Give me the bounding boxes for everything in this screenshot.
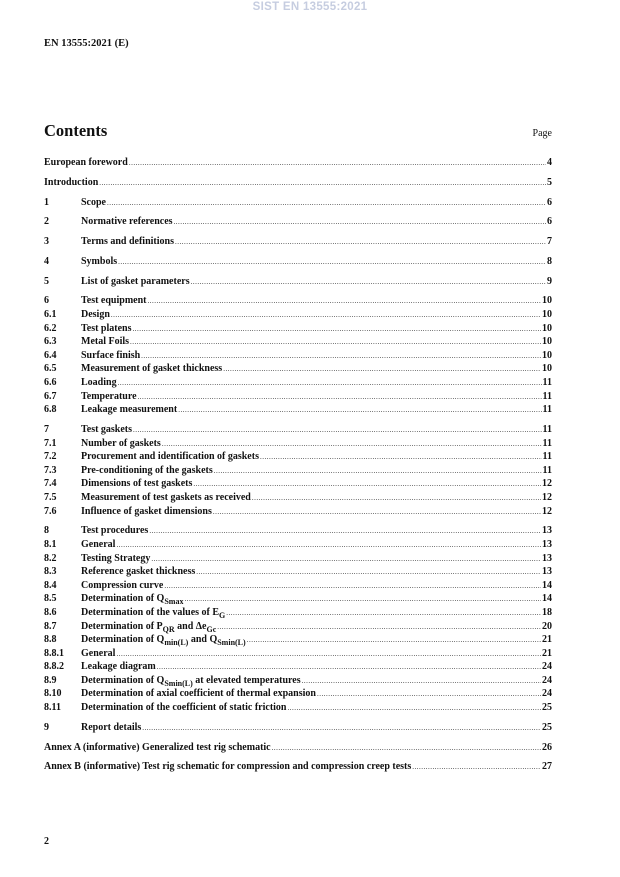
toc-entry-title-text: Leakage diagram [81, 661, 156, 673]
toc-entry-title[interactable] [81, 450, 259, 464]
toc-entry-title[interactable] [81, 552, 150, 566]
toc-entry-title[interactable] [81, 721, 141, 735]
toc-entry[interactable] [44, 235, 552, 249]
toc-entry-title[interactable] [81, 477, 192, 491]
toc-entry-title-text: Dimensions of test gaskets [81, 478, 193, 490]
toc-entry-title[interactable] [81, 196, 106, 210]
toc-entry-title-text: Symbols [81, 255, 118, 267]
toc-entry-title-text: Determination of Q [81, 593, 165, 605]
toc-entry-page: 26 [542, 741, 552, 753]
toc-entry-page: 10 [542, 322, 552, 334]
toc-entry[interactable] [44, 592, 552, 606]
toc-entry[interactable] [44, 362, 552, 376]
toc-entry-page: 27 [542, 761, 552, 773]
dot-leader [141, 350, 541, 364]
toc-entry-page: 11 [542, 390, 552, 402]
toc-entry-page: 21 [542, 647, 552, 659]
dot-leader [184, 593, 541, 607]
toc-entry-title-text: Procurement and identification of gaskets [81, 451, 259, 463]
toc-entry-page: 13 [542, 566, 552, 578]
toc-entry[interactable] [44, 294, 552, 308]
toc-entry-title[interactable] [81, 437, 161, 451]
dot-leader [217, 621, 541, 635]
toc-entry-page: 20 [542, 620, 552, 632]
toc-entry-page: 10 [542, 349, 552, 361]
toc-entry-subscript: Smax [164, 597, 184, 607]
dot-leader [214, 465, 542, 479]
toc-entry[interactable] [44, 308, 552, 322]
toc-entry[interactable] [44, 606, 552, 620]
toc-entry[interactable] [44, 647, 552, 661]
toc-entry[interactable] [44, 620, 552, 634]
toc-entry-title[interactable] [81, 308, 110, 322]
toc-entry[interactable] [44, 196, 552, 210]
toc-entry-subscript: Gc [206, 624, 217, 634]
toc-entry[interactable] [44, 674, 552, 688]
toc-entry[interactable] [44, 215, 552, 229]
toc-entry-title-text: Temperature [81, 390, 137, 402]
toc-entry-page: 11 [542, 404, 552, 416]
toc-entry-subscript: Smin(L) [217, 638, 246, 648]
toc-entry-title[interactable] [81, 687, 316, 701]
toc-entry-number: 8.4 [44, 579, 57, 591]
toc-entry-title-text: Compression curve [81, 579, 164, 591]
toc-entry[interactable] [44, 176, 552, 190]
toc-entry-number: 7.1 [44, 437, 57, 449]
dot-leader [247, 634, 541, 648]
toc-entry-subscript: G [219, 610, 226, 620]
toc-entry-page: 6 [547, 196, 552, 208]
toc-entry[interactable] [44, 760, 552, 774]
toc-entry-title[interactable] [81, 255, 117, 269]
toc-entry[interactable] [44, 423, 552, 437]
toc-entry[interactable] [44, 322, 552, 336]
toc-entry-number: 8.8 [44, 634, 57, 646]
dot-leader [174, 216, 546, 230]
toc-entry-title[interactable] [81, 538, 115, 552]
toc-entry-title[interactable] [81, 660, 156, 674]
toc-entry-title-text: Test gaskets [81, 424, 133, 435]
dot-leader [149, 525, 541, 539]
toc-entry-number: 6.8 [44, 404, 57, 416]
toc-entry-page: 11 [542, 437, 552, 449]
toc-entry-title-text: Determination of P [81, 620, 163, 632]
toc-entry-title-text: Metal Foils [81, 336, 130, 348]
toc-entry-title[interactable] [81, 423, 132, 437]
dot-leader [130, 336, 541, 350]
toc-entry-page: 18 [542, 606, 552, 618]
toc-entry-title-text: European foreword [44, 157, 128, 168]
toc-entry-page: 6 [547, 216, 552, 228]
toc-entry-number: 7.2 [44, 451, 57, 463]
toc-entry[interactable] [44, 255, 552, 269]
dot-leader [151, 553, 541, 567]
toc-entry-page: 13 [542, 538, 552, 550]
toc-entry-title-text: Loading [81, 377, 117, 389]
toc-entry-title[interactable] [44, 741, 271, 755]
dot-leader [193, 478, 541, 492]
dot-leader [272, 742, 541, 756]
toc-entry[interactable] [44, 633, 552, 647]
toc-entry-page: 21 [542, 634, 552, 646]
toc-entry-title[interactable] [44, 760, 411, 774]
toc-entry-title[interactable] [81, 505, 212, 519]
toc-entry-number: 6.4 [44, 349, 57, 361]
toc-entry[interactable] [44, 552, 552, 566]
toc-entry-page: 13 [542, 552, 552, 564]
toc-entry-page: 9 [547, 275, 552, 287]
toc-entry-title-text: Terms and definitions [81, 236, 174, 248]
toc-entry-title[interactable] [81, 464, 213, 478]
toc-entry-number: 3 [44, 236, 49, 248]
toc-entry-title-text: Report details [81, 721, 142, 733]
toc-entry-number: 7.5 [44, 491, 57, 503]
toc-entry-title-text: Number of gaskets [81, 437, 161, 449]
toc-entry-title[interactable] [81, 579, 163, 593]
toc-entry-number: 5 [44, 275, 49, 287]
dot-leader [226, 607, 541, 621]
toc-entry-title-text: Measurement of gasket thickness [81, 363, 223, 375]
toc-entry-title[interactable] [44, 176, 98, 190]
toc-entry-title-text: Annex B (informative) Test rig schematic for compression and compression creep tests [44, 761, 412, 773]
toc-entry-title[interactable] [81, 403, 177, 417]
dot-leader [317, 688, 541, 702]
toc-entry-number: 6.6 [44, 377, 57, 389]
toc-entry-title[interactable] [81, 565, 195, 579]
toc-entry-number: 8.10 [44, 688, 62, 700]
toc-entry-title[interactable] [81, 215, 173, 229]
toc-entry-title-text: Annex A (informative) Generalized test rig schematic [44, 741, 271, 753]
toc-entry-page: 10 [542, 363, 552, 375]
toc-entry-number: 2 [44, 216, 49, 228]
toc-entry[interactable] [44, 721, 552, 735]
toc-entry-number: 7.3 [44, 464, 57, 476]
toc-entry-title[interactable] [81, 647, 115, 661]
toc-entry[interactable] [44, 565, 552, 579]
toc-entry-title-text: Influence of gasket dimensions [81, 505, 212, 517]
toc-entry-number: 8 [44, 525, 49, 537]
toc-entry-title[interactable] [44, 156, 128, 170]
dot-leader [142, 722, 541, 736]
dot-leader [157, 661, 541, 675]
dot-leader [260, 451, 542, 465]
toc-entry-title[interactable] [81, 294, 146, 308]
toc-entry-number: 7.6 [44, 505, 57, 517]
toc-entry-number: 4 [44, 255, 49, 267]
toc-entry-number: 9 [44, 721, 49, 733]
dot-leader [133, 424, 542, 438]
toc-entry[interactable] [44, 477, 552, 491]
toc-entry-page: 11 [542, 377, 552, 389]
toc-entry[interactable] [44, 437, 552, 451]
toc-entry[interactable] [44, 741, 552, 755]
toc-entry-number: 8.2 [44, 552, 57, 564]
toc-entry-page: 12 [542, 491, 552, 503]
toc-entry[interactable] [44, 450, 552, 464]
toc-entry-title[interactable] [81, 349, 140, 363]
toc-entry-title-text: Determination of axial coefficient of thermal expansion [81, 688, 316, 700]
toc-entry-title-text: List of gasket parameters [81, 275, 190, 287]
toc-entry-title-text: Leakage measurement [81, 404, 178, 416]
toc-entry-title-text: Test platens [81, 322, 132, 334]
toc-entry[interactable] [44, 156, 552, 170]
toc-entry[interactable] [44, 464, 552, 478]
toc-entry-page: 25 [542, 702, 552, 714]
document-identifier: EN 13555:2021 (E) [44, 38, 129, 49]
toc-entry-title-text: Reference gasket thickness [81, 566, 196, 578]
toc-entry-title-continued: and Q [188, 634, 218, 646]
toc-entry-page: 25 [542, 721, 552, 733]
toc-entry-title[interactable] [81, 524, 148, 538]
toc-entry-subscript: QR [162, 624, 175, 634]
toc-entry-title-text: Normative references [81, 216, 173, 228]
toc-entry-title-text: General [81, 647, 116, 659]
toc-entry[interactable] [44, 524, 552, 538]
toc-entry-title-text: Measurement of test gaskets as received [81, 491, 251, 503]
toc-entry-number: 7.4 [44, 478, 57, 490]
toc-entry-page: 13 [542, 525, 552, 537]
dot-leader [302, 675, 541, 689]
toc-entry-title-text: Determination of Q [81, 634, 165, 646]
toc-entry-number: 1 [44, 196, 49, 208]
toc-entry-page: 11 [542, 424, 552, 435]
dot-leader [118, 256, 546, 270]
toc-entry-page: 4 [547, 157, 552, 168]
dot-leader [129, 157, 546, 171]
toc-entry-number: 8.1 [44, 538, 57, 550]
toc-entry-number: 6.7 [44, 390, 57, 402]
dot-leader [164, 580, 541, 594]
toc-entry-number: 6.1 [44, 309, 57, 321]
toc-entry[interactable] [44, 579, 552, 593]
toc-entry-title[interactable] [81, 235, 174, 249]
toc-entry-number: 8.3 [44, 566, 57, 578]
toc-entry-number: 8.8.1 [44, 647, 64, 659]
toc-entry-page: 11 [542, 451, 552, 463]
toc-entry-title-text: Test equipment [81, 295, 147, 307]
toc-entry-title-text: General [81, 538, 116, 550]
dot-leader [191, 276, 546, 290]
toc-entry-number: 6 [44, 295, 49, 307]
dot-leader [213, 506, 541, 520]
toc-entry[interactable] [44, 491, 552, 505]
toc-entry-number: 8.5 [44, 593, 57, 605]
toc-entry-title-text: Determination of the coefficient of static friction [81, 702, 287, 714]
dot-leader [147, 295, 541, 309]
dot-leader [118, 377, 542, 391]
toc-entry-title[interactable] [81, 275, 190, 289]
page-column-label: Page [532, 128, 552, 139]
page-number: 2 [44, 836, 49, 847]
dot-leader [175, 236, 546, 250]
dot-leader [162, 438, 542, 452]
toc-entry[interactable] [44, 701, 552, 715]
toc-entry[interactable] [44, 349, 552, 363]
toc-entry[interactable] [44, 390, 552, 404]
toc-entry-number: 7 [44, 424, 49, 435]
toc-entry-title-text: Surface finish [81, 349, 141, 361]
toc-entry-page: 10 [542, 336, 552, 348]
toc-entry-number: 8.8.2 [44, 661, 64, 673]
toc-entry-subscript: Smin(L) [164, 678, 193, 688]
toc-entry-page: 24 [542, 688, 552, 700]
dot-leader [107, 197, 546, 211]
toc-entry-title[interactable] [81, 376, 117, 390]
dot-leader [412, 761, 541, 775]
toc-entry-title-text: Pre-conditioning of the gaskets [81, 464, 213, 476]
toc-entry-number: 8.6 [44, 606, 57, 618]
toc-entry-title[interactable] [81, 335, 129, 349]
toc-entry-page: 11 [542, 464, 552, 476]
toc-entry-page: 10 [542, 295, 552, 307]
toc-entry-page: 10 [542, 309, 552, 321]
toc-entry[interactable] [44, 335, 552, 349]
dot-leader [287, 702, 541, 716]
toc-entry-title-text: Test procedures [81, 525, 149, 537]
toc-entry-title-continued: and Δe [174, 620, 207, 632]
dot-leader [132, 323, 541, 337]
toc-entry-page: 14 [542, 593, 552, 605]
toc-entry-title[interactable] [81, 491, 251, 505]
toc-entry[interactable] [44, 376, 552, 390]
toc-entry-page: 7 [547, 236, 552, 248]
toc-entry[interactable] [44, 660, 552, 674]
toc-entry[interactable] [44, 275, 552, 289]
toc-entry-number: 8.11 [44, 702, 61, 714]
toc-entry-number: 6.5 [44, 363, 57, 375]
dot-leader [111, 309, 541, 323]
toc-entry-page: 24 [542, 674, 552, 686]
toc-entry-title-text: Determination of the values of E [81, 606, 220, 618]
toc-entry-page: 12 [542, 478, 552, 490]
watermark: SIST EN 13555:2021 [252, 1, 368, 13]
toc-entry-title[interactable] [81, 390, 137, 404]
dot-leader [196, 566, 541, 580]
contents-heading: Contents [44, 121, 108, 140]
toc-entry-number: 8.9 [44, 674, 57, 686]
toc-entry-page: 12 [542, 505, 552, 517]
toc-entry[interactable] [44, 687, 552, 701]
toc-entry[interactable] [44, 505, 552, 519]
toc-entry-title-text: Design [81, 309, 110, 321]
toc-entry-number: 6.2 [44, 322, 57, 334]
dot-leader [99, 177, 546, 191]
toc-entry-number: 6.3 [44, 336, 57, 348]
toc-entry[interactable] [44, 538, 552, 552]
toc-entry-page: 14 [542, 579, 552, 591]
toc-entry[interactable] [44, 403, 552, 417]
dot-leader [138, 391, 542, 405]
toc-entry-title[interactable] [81, 322, 131, 336]
toc-entry-title-text: Testing Strategy [81, 552, 151, 564]
toc-entry-title-text: Introduction [44, 176, 99, 188]
toc-entry-title[interactable] [81, 362, 222, 376]
toc-entry-title-continued: at elevated temperatures [192, 674, 301, 686]
toc-entry-page: 24 [542, 661, 552, 673]
table-of-contents [44, 156, 552, 774]
dot-leader [116, 539, 541, 553]
toc-entry-title-text: Determination of Q [81, 674, 165, 686]
toc-entry-title[interactable] [81, 701, 286, 715]
toc-entry-page: 5 [547, 176, 552, 188]
dot-leader [223, 363, 541, 377]
dot-leader [116, 648, 541, 662]
dot-leader [252, 492, 541, 506]
toc-entry-number: 8.7 [44, 620, 57, 632]
dot-leader [178, 404, 541, 418]
toc-entry-subscript: min(L) [164, 638, 189, 648]
toc-entry-page: 8 [547, 255, 552, 267]
toc-entry-title-text: Scope [81, 196, 106, 208]
